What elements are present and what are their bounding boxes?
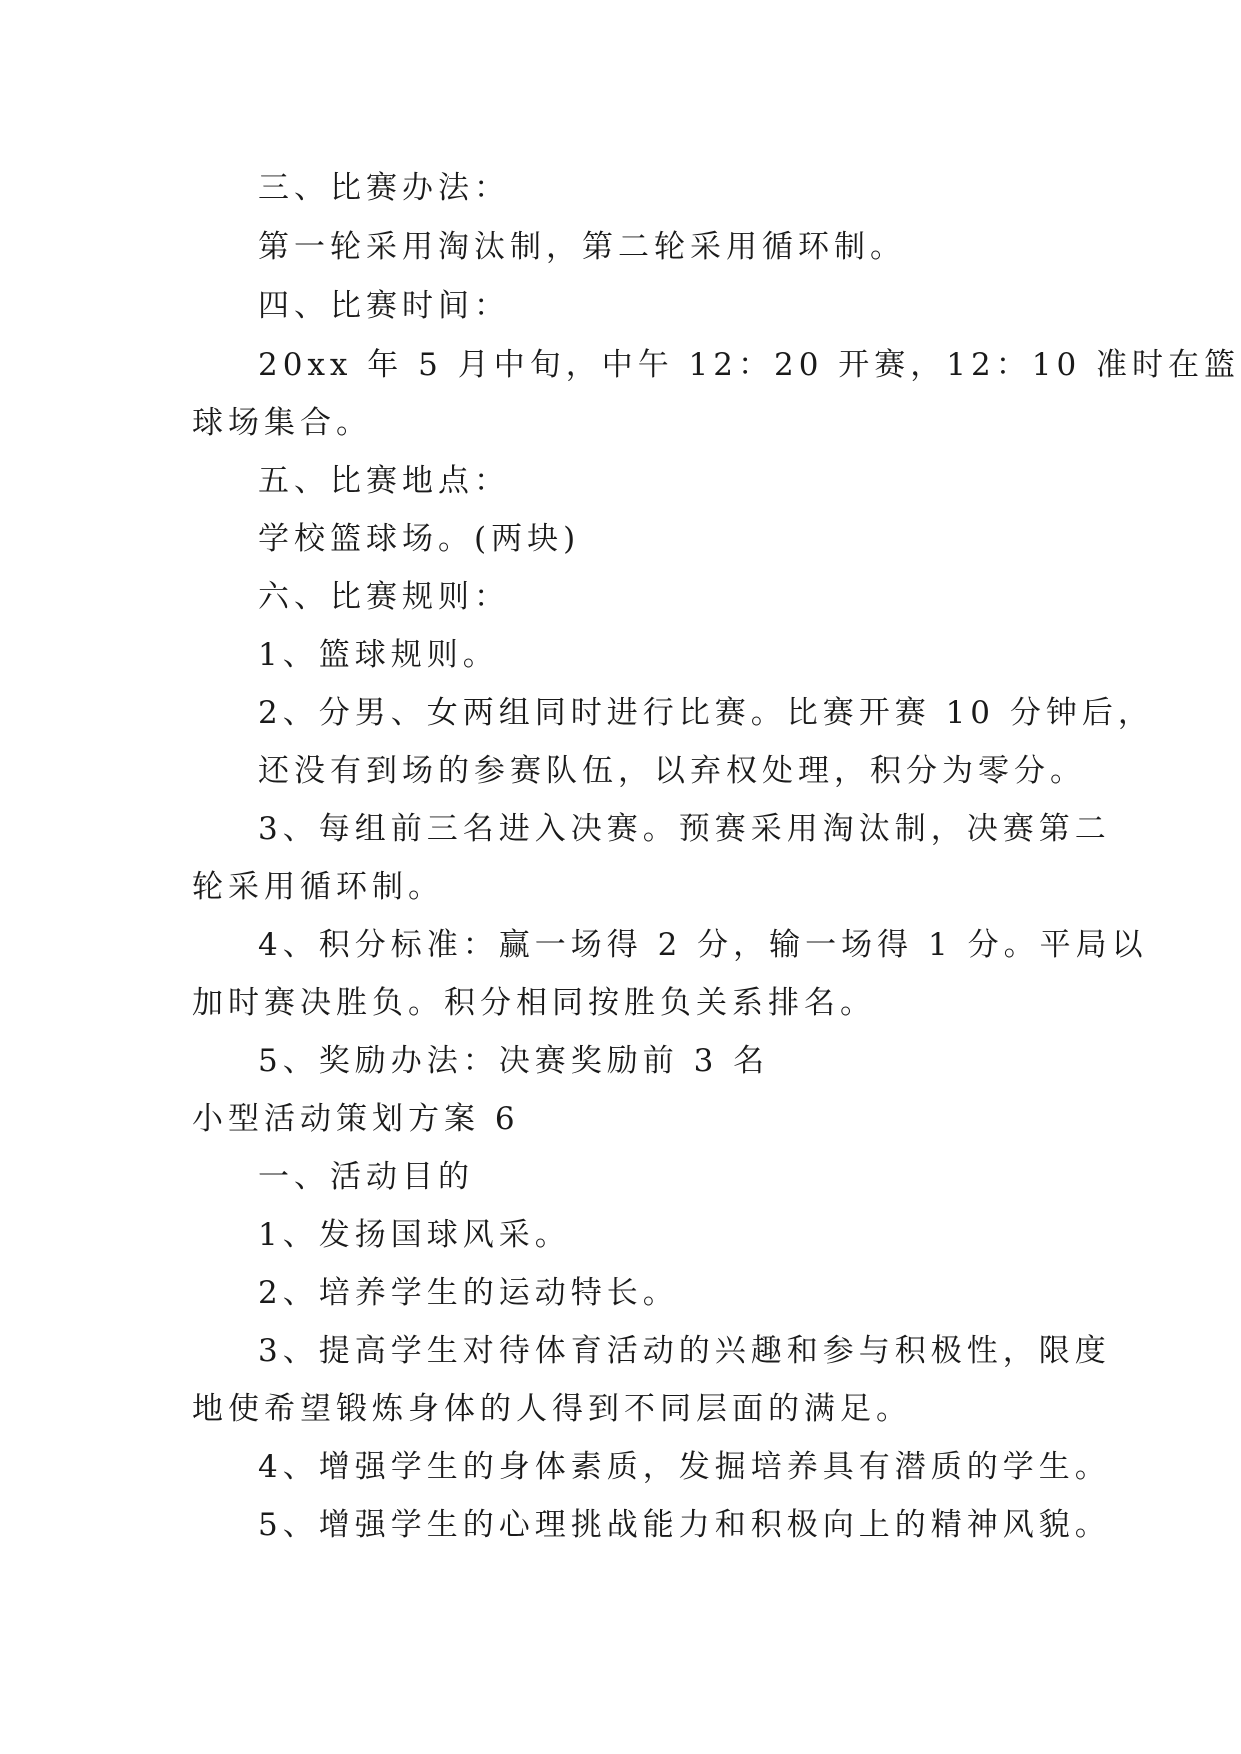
list-item: 5、增强学生的心理挑战能力和积极向上的精神风貌。 <box>258 1507 1111 1543</box>
paragraph-line: 加时赛决胜负。积分相同按胜负关系排名。 <box>192 985 876 1021</box>
section-heading-rules: 六、比赛规则： <box>258 579 510 615</box>
paragraph-line: 球场集合。 <box>192 405 372 441</box>
document-section-title: 小型活动策划方案 6 <box>192 1101 520 1137</box>
list-item: 2、培养学生的运动特长。 <box>258 1275 679 1311</box>
list-item: 5、奖励办法：决赛奖励前 3 名 <box>258 1043 770 1079</box>
list-item: 1、发扬国球风采。 <box>258 1217 571 1253</box>
section-heading-time: 四、比赛时间： <box>258 288 510 324</box>
paragraph-line: 学校篮球场。(两块) <box>258 521 581 557</box>
paragraph-line: 轮采用循环制。 <box>192 869 444 905</box>
paragraph-line: 还没有到场的参赛队伍，以弃权处理，积分为零分。 <box>258 753 1086 789</box>
section-heading-method: 三、比赛办法： <box>258 170 510 206</box>
paragraph-line: 20xx 年 5 月中旬，中午 12：20 开赛，12：10 准时在篮 <box>258 347 1241 383</box>
list-item: 3、提高学生对待体育活动的兴趣和参与积极性，限度 <box>258 1333 1111 1369</box>
paragraph-line: 第一轮采用淘汰制，第二轮采用循环制。 <box>258 229 906 265</box>
paragraph-line: 地使希望锻炼身体的人得到不同层面的满足。 <box>192 1391 912 1427</box>
list-item: 3、每组前三名进入决赛。预赛采用淘汰制，决赛第二 <box>258 811 1111 847</box>
section-heading-location: 五、比赛地点： <box>258 463 510 499</box>
list-item: 4、增强学生的身体素质，发掘培养具有潜质的学生。 <box>258 1449 1111 1485</box>
list-item: 4、积分标准：赢一场得 2 分，输一场得 1 分。平局以 <box>258 927 1148 963</box>
section-heading-purpose: 一、活动目的 <box>258 1159 474 1195</box>
list-item: 1、篮球规则。 <box>258 637 499 673</box>
list-item: 2、分男、女两组同时进行比赛。比赛开赛 10 分钟后， <box>258 695 1154 731</box>
